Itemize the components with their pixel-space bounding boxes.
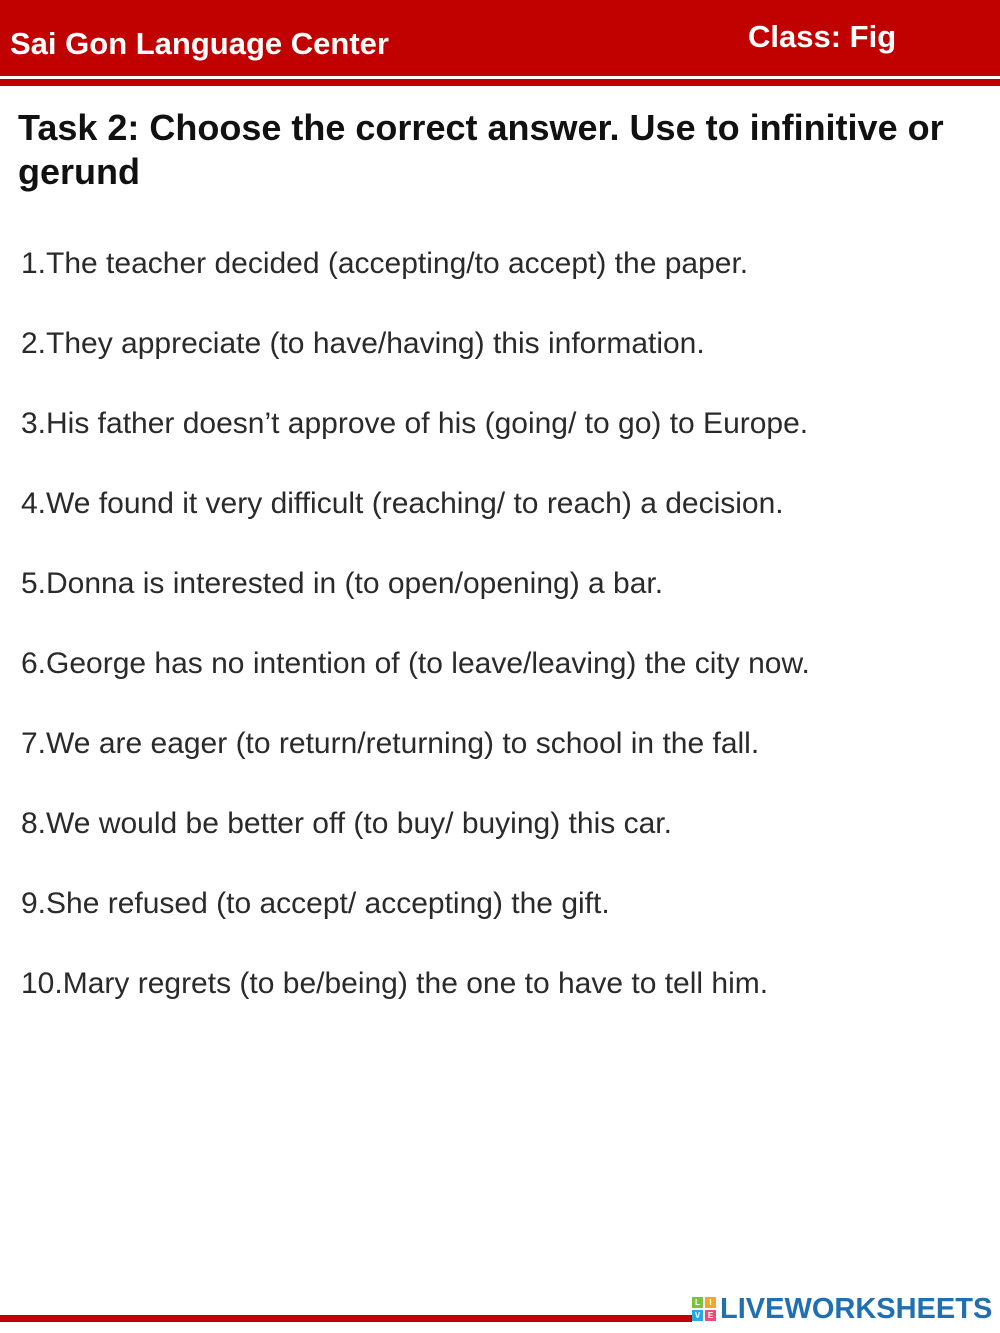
- logo-mark-letter-e: E: [705, 1310, 716, 1321]
- class-label: Class: Fig: [748, 19, 897, 54]
- header-underline: [0, 79, 1000, 86]
- logo-text: LIVEWORKSHEETS: [720, 1292, 993, 1325]
- question-4: 4.We found it very difficult (reaching/ to reach) a decision.: [21, 487, 784, 520]
- question-9: 9.She refused (to accept/ accepting) the gift.: [21, 887, 610, 920]
- question-5: 5.Donna is interested in (to open/opening) a bar.: [21, 567, 664, 600]
- logo-mark-letter-v: V: [692, 1310, 703, 1321]
- liveworksheets-logo-icon: [692, 1297, 716, 1321]
- logo-mark-letter-l: L: [692, 1297, 703, 1308]
- question-6: 6.George has no intention of (to leave/leaving) the city now.: [21, 647, 810, 680]
- question-10: 10.Mary regrets (to be/being) the one to have to tell him.: [21, 967, 769, 1000]
- task-title: Task 2: Choose the correct answer. Use to infinitive or gerund: [18, 107, 944, 192]
- question-3: 3.His father doesn’t approve of his (going/ to go) to Europe.: [21, 407, 809, 440]
- question-1: 1.The teacher decided (accepting/to accept) the paper.: [21, 247, 749, 280]
- question-2: 2.They appreciate (to have/having) this information.: [21, 327, 705, 360]
- question-8: 8.We would be better off (to buy/ buying) this car.: [21, 807, 672, 840]
- logo-mark-letter-i: I: [705, 1297, 716, 1308]
- question-list: [21, 246, 810, 1046]
- liveworksheets-logo: [692, 1294, 1000, 1324]
- question-7: 7.We are eager (to return/returning) to school in the fall.: [21, 727, 760, 760]
- center-name: Sai Gon Language Center: [10, 26, 389, 61]
